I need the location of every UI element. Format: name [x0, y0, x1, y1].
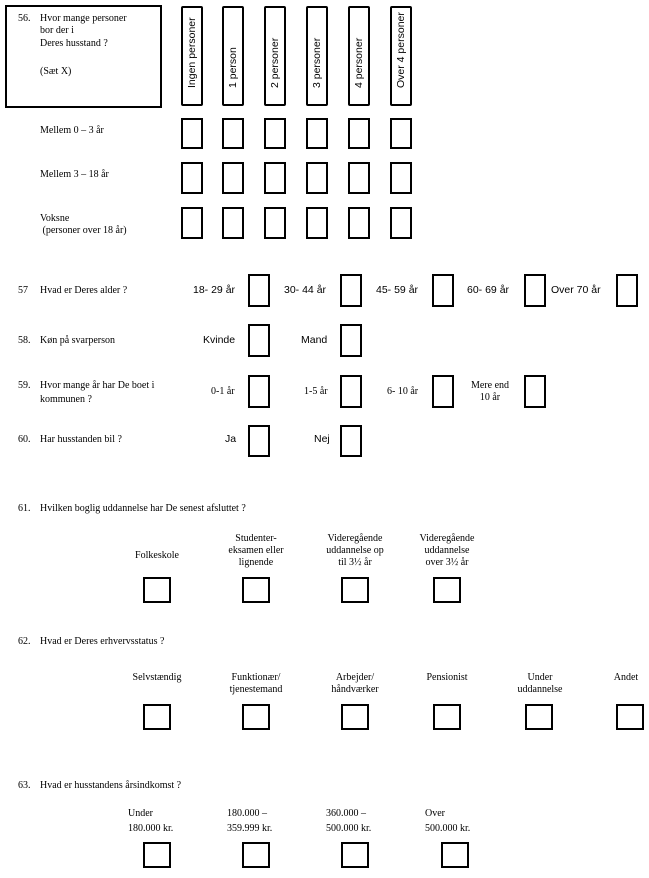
q62-option-label — [315, 672, 395, 696]
q62-option-checkbox[interactable] — [341, 704, 369, 730]
q61-option-label-line: uddannelse — [424, 545, 470, 556]
q56-question-line-3: Deres husstand ? — [40, 38, 108, 49]
q61-option-checkbox[interactable] — [242, 577, 270, 603]
q60-option-checkbox[interactable] — [248, 425, 270, 457]
q62-option-label-line: Pensionist — [426, 672, 468, 683]
q62-option-label-line: Selvstændig — [132, 672, 182, 683]
q63-option-label-line: 180.000 – — [227, 808, 267, 819]
q56-row-label: Mellem 3 – 18 år — [40, 169, 109, 180]
q59-option-label: 0-1 år — [211, 386, 235, 397]
q59-option-label-line: Mere end — [470, 380, 510, 391]
q58-option-label: Mand — [301, 334, 328, 346]
q61-option-checkbox[interactable] — [341, 577, 369, 603]
q56-row3-checkbox[interactable] — [181, 207, 203, 239]
q59-option-checkbox[interactable] — [340, 375, 362, 408]
q56-column-label: Over 4 personer — [395, 12, 407, 88]
q60-option-label: Ja — [225, 433, 237, 445]
q56-column-label: 1 person — [227, 47, 239, 88]
q62-option-label-line: tjenestemand — [229, 684, 283, 695]
q61-option-label-line: lignende — [238, 557, 274, 568]
q61-option-label — [216, 533, 296, 569]
q62-option-label-line: uddannelse — [517, 684, 563, 695]
q57-option-label: Over 70 år — [551, 284, 601, 296]
q62-option-label-line: håndværker — [331, 684, 379, 695]
q57-question: Hvad er Deres alder ? — [40, 285, 128, 296]
q59-option-label-line: 10 år — [479, 392, 501, 403]
q56-column-label: 3 personer — [311, 37, 323, 88]
q56-column-header — [306, 6, 328, 106]
q60-question: Har husstanden bil ? — [40, 434, 122, 445]
q56-row2-checkbox[interactable] — [222, 162, 244, 194]
q61-option-checkbox[interactable] — [433, 577, 461, 603]
q60-number: 60. — [18, 434, 31, 445]
q62-option-label-line: Andet — [613, 672, 639, 683]
q63-option-label-line: Over — [425, 808, 445, 819]
q56-column-label: 2 personer — [269, 37, 281, 88]
q59-option-label: 6- 10 år — [387, 386, 419, 397]
q56-row-label: Mellem 0 – 3 år — [40, 125, 104, 136]
q63-number: 63. — [18, 780, 31, 791]
q62-option-label — [500, 672, 580, 696]
q56-column-header — [348, 6, 370, 106]
q56-row1-checkbox[interactable] — [222, 118, 244, 149]
q56-row1-checkbox[interactable] — [181, 118, 203, 149]
q56-instruction: (Sæt X) — [40, 66, 72, 77]
q56-row1-checkbox[interactable] — [390, 118, 412, 149]
q57-number: 57 — [18, 285, 28, 296]
q56-column-header — [390, 6, 412, 106]
q62-option-label-line: Under — [527, 672, 553, 683]
q58-option-checkbox[interactable] — [248, 324, 270, 357]
q57-option-checkbox[interactable] — [248, 274, 270, 307]
q61-option-label — [315, 533, 395, 569]
q59-question-line-1: Hvor mange år har De boet i — [40, 380, 155, 391]
q63-option-label-line: Under — [128, 808, 153, 819]
q57-option-label: 60- 69 år — [467, 284, 510, 296]
q56-column-label: 4 personer — [353, 37, 365, 88]
q56-row1-checkbox[interactable] — [306, 118, 328, 149]
q57-option-checkbox[interactable] — [616, 274, 638, 307]
q59-question-line-2: kommunen ? — [40, 394, 92, 405]
q63-option-label-line: 500.000 kr. — [425, 823, 471, 834]
q62-option-label-line: Arbejder/ — [335, 672, 375, 683]
q59-option-checkbox[interactable] — [432, 375, 454, 408]
q56-row2-checkbox[interactable] — [306, 162, 328, 194]
q63-option-label — [425, 808, 470, 835]
q63-option-label — [326, 808, 371, 835]
q62-option-label — [604, 672, 648, 684]
q56-row1-checkbox[interactable] — [348, 118, 370, 149]
q56-row3-checkbox[interactable] — [264, 207, 286, 239]
q56-row2-checkbox[interactable] — [390, 162, 412, 194]
q56-row-sublabel: (personer over 18 år) — [40, 225, 127, 236]
q56-column-header — [222, 6, 244, 106]
q59-option-label: 1-5 år — [304, 386, 328, 397]
q56-row-label: Voksne — [40, 213, 70, 224]
q62-option-label — [117, 672, 197, 684]
q56-question-line-1: Hvor mange personer — [40, 13, 127, 24]
q63-option-checkbox[interactable] — [143, 842, 171, 868]
q56-row2-checkbox[interactable] — [348, 162, 370, 194]
q56-row2-checkbox[interactable] — [264, 162, 286, 194]
q60-option-checkbox[interactable] — [340, 425, 362, 457]
q56-column-label: Ingen personer — [186, 17, 198, 88]
q61-option-label-line: Videregående — [327, 533, 383, 544]
q59-option-checkbox[interactable] — [248, 375, 270, 408]
q63-option-label — [128, 808, 173, 835]
q59-number: 59. — [18, 380, 31, 391]
q59-option-label — [462, 380, 518, 404]
q61-question: Hvilken boglig uddannelse har De senest afsluttet ? — [40, 503, 246, 514]
q57-option-checkbox[interactable] — [432, 274, 454, 307]
q62-option-checkbox[interactable] — [433, 704, 461, 730]
q62-option-label — [407, 672, 487, 684]
q56-row3-checkbox[interactable] — [348, 207, 370, 239]
q61-option-label-line: Folkeskole — [135, 550, 179, 561]
q61-option-label-line: til 3½ år — [338, 557, 372, 568]
q56-row3-checkbox[interactable] — [222, 207, 244, 239]
q57-option-checkbox[interactable] — [340, 274, 362, 307]
q56-row3-checkbox[interactable] — [390, 207, 412, 239]
q62-option-checkbox[interactable] — [143, 704, 171, 730]
q63-option-checkbox[interactable] — [341, 842, 369, 868]
q62-question: Hvad er Deres erhvervsstatus ? — [40, 636, 165, 647]
q60-option-label: Nej — [314, 433, 330, 445]
q57-option-label: 30- 44 år — [284, 284, 327, 296]
q62-option-checkbox[interactable] — [242, 704, 270, 730]
q56-row1-checkbox[interactable] — [264, 118, 286, 149]
q61-option-label-line: Videregående — [419, 533, 475, 544]
q63-option-label-line: 500.000 kr. — [326, 823, 372, 834]
q62-option-checkbox[interactable] — [525, 704, 553, 730]
q61-option-label-line: Studenter- — [235, 533, 277, 544]
q62-option-checkbox[interactable] — [616, 704, 644, 730]
q63-option-checkbox[interactable] — [242, 842, 270, 868]
q62-option-label-line: Funktionær/ — [231, 672, 281, 683]
q58-number: 58. — [18, 335, 31, 346]
q63-option-label — [227, 808, 272, 835]
q61-option-label-line: uddannelse op — [326, 545, 384, 556]
q63-option-label-line: 360.000 – — [326, 808, 366, 819]
q56-question-line-2: bor der i — [40, 25, 74, 36]
q61-option-label-line: over 3½ år — [425, 557, 469, 568]
q58-option-checkbox[interactable] — [340, 324, 362, 357]
q59-option-checkbox[interactable] — [524, 375, 546, 408]
q56-row2-checkbox[interactable] — [181, 162, 203, 194]
q62-number: 62. — [18, 636, 31, 647]
q57-option-label: 45- 59 år — [376, 284, 419, 296]
q61-option-checkbox[interactable] — [143, 577, 171, 603]
q56-column-header — [264, 6, 286, 106]
q56-column-header — [181, 6, 203, 106]
q63-option-label-line: 359.999 kr. — [227, 823, 273, 834]
q63-option-label-line: 180.000 kr. — [128, 823, 174, 834]
q61-option-label — [407, 533, 487, 569]
q62-option-label — [216, 672, 296, 696]
q61-number: 61. — [18, 503, 31, 514]
q61-option-label-line: eksamen eller — [228, 545, 284, 556]
q58-option-label: Kvinde — [203, 334, 236, 346]
q63-question: Hvad er husstandens årsindkomst ? — [40, 780, 182, 791]
q57-option-checkbox[interactable] — [524, 274, 546, 307]
q61-option-label — [117, 550, 197, 562]
q56-number: 56. — [18, 13, 31, 24]
q56-row3-checkbox[interactable] — [306, 207, 328, 239]
q57-option-label: 18- 29 år — [193, 284, 236, 296]
q58-question: Køn på svarperson — [40, 335, 115, 346]
q63-option-checkbox[interactable] — [441, 842, 469, 868]
